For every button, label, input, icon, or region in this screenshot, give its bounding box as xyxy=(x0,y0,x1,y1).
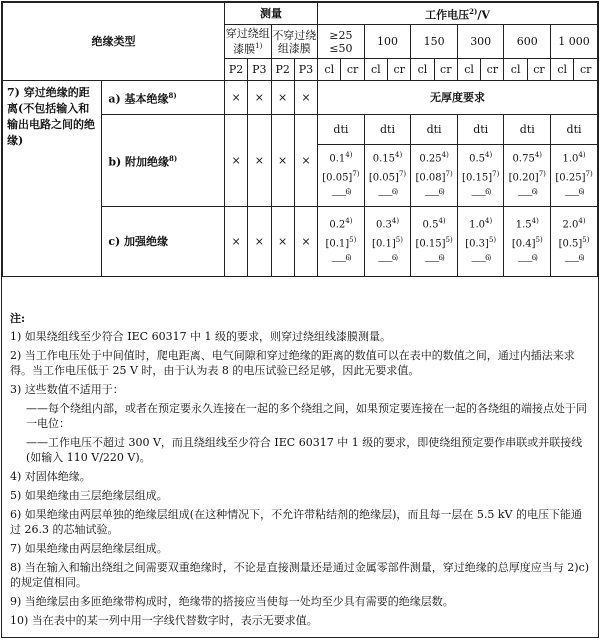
notes-title: 注: xyxy=(10,312,26,325)
note-2: 2) 当工作电压处于中间值时，爬电距离、电气间隙和穿过绝缘的距离的数值可以在表中的数值之间，通过内插法来求得。当工作电压低于 25 V 时，由于认为表 8 的电压试验已经足够，因此无要求值。 xyxy=(10,349,575,377)
note-10: 10) 当在表中的某一列中用一字线代替数字时，表示无要求值。 xyxy=(10,614,318,627)
bracket-note: 7) xyxy=(492,169,500,178)
bracket-value: [0.25] xyxy=(555,172,586,183)
mark: × xyxy=(248,207,271,277)
mark: × xyxy=(294,207,317,277)
value-cell: 1.5$^{4)}$ $[0.4]^{5)}$ ——6) xyxy=(504,207,551,277)
bracket-note: 5) xyxy=(395,235,403,244)
dti-label: dti xyxy=(364,115,411,145)
bracket-note: 7) xyxy=(538,169,546,178)
value-cell: 0.75$^{4)}$ $[0.20]^{7)}$ ——6) xyxy=(504,145,551,207)
mark: × xyxy=(271,207,294,277)
dash-note: 6) xyxy=(578,254,584,262)
value-note: 4) xyxy=(485,151,493,160)
mark: × xyxy=(224,115,247,207)
value-note: 4) xyxy=(531,217,539,226)
note-3-sub-1: ——每个绕组内部，或者在预定要永久连接在一起的多个绕组之间，如果预定要连接在一起的各绕组的端接点处于同一电位： xyxy=(26,402,587,430)
dash-note: 6) xyxy=(345,188,351,196)
dash-note: 6) xyxy=(578,188,584,196)
value-note: 4) xyxy=(395,151,403,160)
bracket-note: 5) xyxy=(349,235,357,244)
no-thickness-text: 无厚度要求 xyxy=(318,81,598,115)
bracket-value: [0.15] xyxy=(462,172,493,183)
note-7: 7) 如果绝缘由两层绝缘层组成。 xyxy=(10,542,168,555)
value-cell: 1.0$^{4)}$ $[0.3]^{5)}$ ——6) xyxy=(457,207,504,277)
value-note: 4) xyxy=(441,151,449,160)
value-cell: 0.5$^{4)}$ $[0.15]^{5)}$ ——6) xyxy=(411,207,458,277)
dash-note: 6) xyxy=(438,188,444,196)
not-through-coat-header: 不穿过绕组漆膜 xyxy=(271,25,318,59)
bracket-value: [0.1] xyxy=(372,238,396,249)
value: 0.5 xyxy=(469,153,486,165)
reinforced-insulation-label: c) 加强绝缘 xyxy=(102,207,225,277)
bracket-note: 5) xyxy=(535,235,543,244)
basic-insulation-text: a) 基本绝缘 xyxy=(108,92,169,106)
category-label: 7) 穿过绝缘的距离(不包括输入和输出电路之间的绝缘) xyxy=(3,81,102,277)
dash-note: 6) xyxy=(531,254,537,262)
dash-note: 6) xyxy=(485,254,491,262)
voltage-col-1 xyxy=(318,25,365,59)
bracket-note: 7) xyxy=(585,169,593,178)
value-note: 4) xyxy=(345,217,353,226)
value-note: 4) xyxy=(578,151,586,160)
cr-label: cr xyxy=(574,59,598,81)
voltage-col-2: 100 xyxy=(364,25,411,59)
bracket-value: [0.5] xyxy=(558,238,583,249)
value-note: 4) xyxy=(485,217,493,226)
dash-note: 6) xyxy=(391,254,398,262)
bracket-note: 7) xyxy=(352,169,360,178)
note-9: 9) 当绝缘层由多匝绝缘带构成时，绝缘带的搭接应当使每一处均至少具有需要的绝缘层数。 xyxy=(10,595,454,608)
value-cell: 1.0$^{4)}$ $[0.25]^{7)}$ ——6) xyxy=(551,145,598,207)
value: 0.1 xyxy=(329,153,346,165)
dash-note: 6) xyxy=(531,188,537,196)
value: 0.2 xyxy=(329,219,346,231)
cl-label: cl xyxy=(364,59,387,81)
dti-label: dti xyxy=(411,115,458,145)
insulation-table xyxy=(2,2,598,277)
dti-label: dti xyxy=(504,115,551,145)
dti-label: dti xyxy=(551,115,598,145)
mark: × xyxy=(294,115,317,207)
mark: × xyxy=(224,207,247,277)
basic-insulation-label xyxy=(102,81,225,115)
insulation-type-header: 绝缘类型 xyxy=(3,3,225,81)
bracket-value: [0.05] xyxy=(322,172,353,183)
value-note: 4) xyxy=(534,151,542,160)
basic-insulation-note: 8) xyxy=(168,91,177,101)
voltage-col-1-bottom: ≤50 xyxy=(329,41,353,55)
note-3-sub-2: ——工作电压不超过 300 V，而且绕组线至少符合 IEC 60317 中 1 级的要求，即使绕组预定要作串联或并联接线(如输入 110 V/220 V)。 xyxy=(26,436,583,464)
dti-label: dti xyxy=(318,115,365,145)
bracket-note: 5) xyxy=(445,235,453,244)
voltage-unit: /V xyxy=(477,8,490,22)
bracket-value: [0.1] xyxy=(325,238,350,249)
value: 1.0 xyxy=(562,153,579,165)
working-voltage-header xyxy=(318,3,598,25)
cr-label: cr xyxy=(481,59,504,81)
mark: × xyxy=(271,81,294,115)
cr-label: cr xyxy=(341,59,364,81)
mark: × xyxy=(248,81,271,115)
note-8: 8) 当在输入和输出绕组之间需要双重绝缘时，不论是直接测量还是通过金属零部件测量，穿过绝缘的总厚度应当与 2)c) 的规定值相同。 xyxy=(10,561,590,589)
mark: × xyxy=(224,81,247,115)
note-5: 5) 如果绝缘由三层绝缘层组成。 xyxy=(10,489,168,502)
value: 0.15 xyxy=(372,153,396,165)
bracket-value: [0.05] xyxy=(368,172,399,183)
value-cell: 0.5$^{4)}$ $[0.15]^{7)}$ ——6) xyxy=(457,145,504,207)
value: 0.25 xyxy=(419,153,442,165)
mark: × xyxy=(248,115,271,207)
p-label: P2 xyxy=(224,59,247,81)
value-note: 4) xyxy=(345,151,353,160)
document-page xyxy=(1,1,599,638)
through-coat-label: 穿过绕组漆膜 xyxy=(225,27,270,56)
value-cell: 2.0$^{4)}$ $[0.5]^{5)}$ ——6) xyxy=(551,207,598,277)
voltage-note: 2) xyxy=(469,7,478,17)
supplementary-insulation-note: 8) xyxy=(169,154,178,164)
value: 0.5 xyxy=(422,219,439,231)
voltage-label: 工作电压 xyxy=(425,8,470,22)
cl-label: cl xyxy=(318,59,341,81)
p-label: P2 xyxy=(271,59,294,81)
note-6: 6) 如果绝缘由两层单独的绝缘层组成(在这种情况下，不允许带粘结剂的绝缘层)，而且每一层在 5.5 kV 的电压下能通过 26.3 的芯轴试验。 xyxy=(10,508,582,536)
cr-label: cr xyxy=(388,59,411,81)
mark: × xyxy=(271,115,294,207)
value-cell: 0.3$^{4)}$ $[0.1]^{5)}$ ——6) xyxy=(364,207,411,277)
note-4: 4) 对固体绝缘。 xyxy=(10,470,91,483)
voltage-col-6: 1 000 xyxy=(551,25,598,59)
measure-header: 测量 xyxy=(224,3,317,25)
dash-note: 6) xyxy=(438,254,444,262)
note-3: 3) 这些数值不适用于： xyxy=(10,383,124,396)
value: 2.0 xyxy=(562,219,579,231)
voltage-col-4: 300 xyxy=(457,25,504,59)
bracket-value: [0.3] xyxy=(465,238,489,249)
cl-label: cl xyxy=(411,59,434,81)
bracket-note: 7) xyxy=(398,169,407,178)
bracket-value: [0.20] xyxy=(508,172,539,183)
through-coat-note: 1) xyxy=(255,42,263,51)
value-note: 4) xyxy=(438,217,446,226)
cl-label: cl xyxy=(551,59,574,81)
p-label: P3 xyxy=(294,59,317,81)
dash-note: 6) xyxy=(345,254,351,262)
cl-label: cl xyxy=(457,59,480,81)
value-cell: 0.25$^{4)}$ $[0.08]^{7)}$ ——6) xyxy=(411,145,458,207)
value: 0.75 xyxy=(512,153,535,165)
value: 0.3 xyxy=(375,219,392,231)
bracket-value: [0.08] xyxy=(415,172,446,183)
supplementary-insulation-text: b) 附加绝缘 xyxy=(108,155,170,169)
voltage-col-1-top: ≥25 xyxy=(329,28,353,42)
bracket-note: 5) xyxy=(488,235,497,244)
supplementary-insulation-label xyxy=(102,115,225,207)
voltage-col-5: 600 xyxy=(504,25,551,59)
value-cell: 0.2$^{4)}$ $[0.1]^{5)}$ ——6) xyxy=(318,207,365,277)
dash-note: 6) xyxy=(391,188,398,196)
value-cell: 0.1$^{4)}$ $[0.05]^{7)}$ ——6) xyxy=(318,145,365,207)
dash-note: 6) xyxy=(485,188,491,196)
through-coat-header xyxy=(224,25,271,59)
bracket-value: [0.4] xyxy=(511,238,536,249)
note-1: 1) 如果绕组线至少符合 IEC 60317 中 1 级的要求，则穿过绕组线漆膜测量。 xyxy=(10,330,392,343)
bracket-note: 7) xyxy=(445,169,453,178)
dti-label: dti xyxy=(457,115,504,145)
cl-label: cl xyxy=(504,59,527,81)
mark: × xyxy=(294,81,317,115)
value-note: 4) xyxy=(578,217,586,226)
cr-label: cr xyxy=(527,59,550,81)
notes-section xyxy=(2,305,598,638)
bracket-value: [0.15] xyxy=(415,238,446,249)
bracket-note: 5) xyxy=(582,235,590,244)
value: 1.5 xyxy=(515,219,532,231)
value: 1.0 xyxy=(469,219,486,231)
value-cell: 0.15$^{4)}$ $[0.05]^{7)}$ ——6) xyxy=(364,145,411,207)
value-note: 4) xyxy=(391,217,400,226)
voltage-col-3: 150 xyxy=(411,25,458,59)
cr-label: cr xyxy=(434,59,457,81)
p-label: P3 xyxy=(248,59,271,81)
